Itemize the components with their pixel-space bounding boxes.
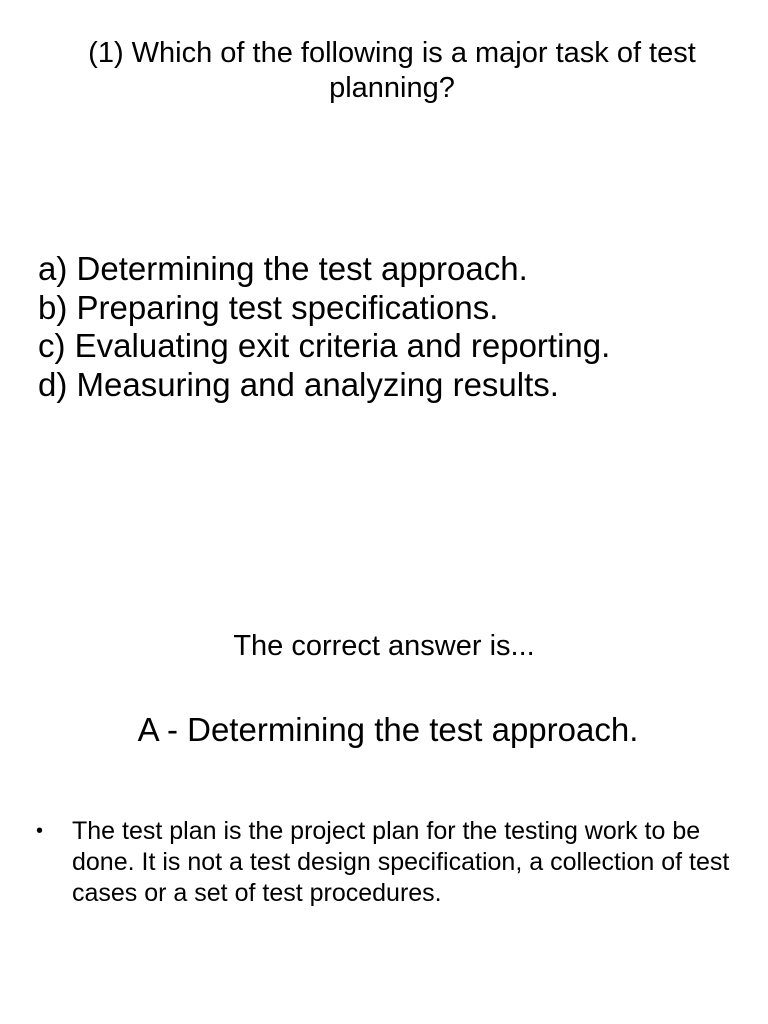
- option-b: b) Preparing test specifications.: [38, 288, 499, 326]
- bullet-icon: •: [36, 820, 44, 842]
- explanation-item: [36, 816, 736, 909]
- explanation-text: The test plan is the project plan for the testing work to be done. It is not a test design specification, a collection of test cases or a set of test procedures.: [72, 817, 730, 907]
- answer-options: [38, 250, 758, 404]
- option-d: d) Measuring and analyzing results.: [38, 365, 559, 403]
- option-a: a) Determining the test approach.: [38, 250, 528, 287]
- answer-reveal-text: The correct answer is...: [233, 630, 535, 662]
- question-text: (1) Which of the following is a major task of test planning?: [88, 37, 696, 104]
- explanation-list: [36, 816, 736, 909]
- correct-answer: A - Determining the test approach.: [137, 711, 639, 748]
- option-c: c) Evaluating exit criteria and reporting.: [38, 327, 611, 364]
